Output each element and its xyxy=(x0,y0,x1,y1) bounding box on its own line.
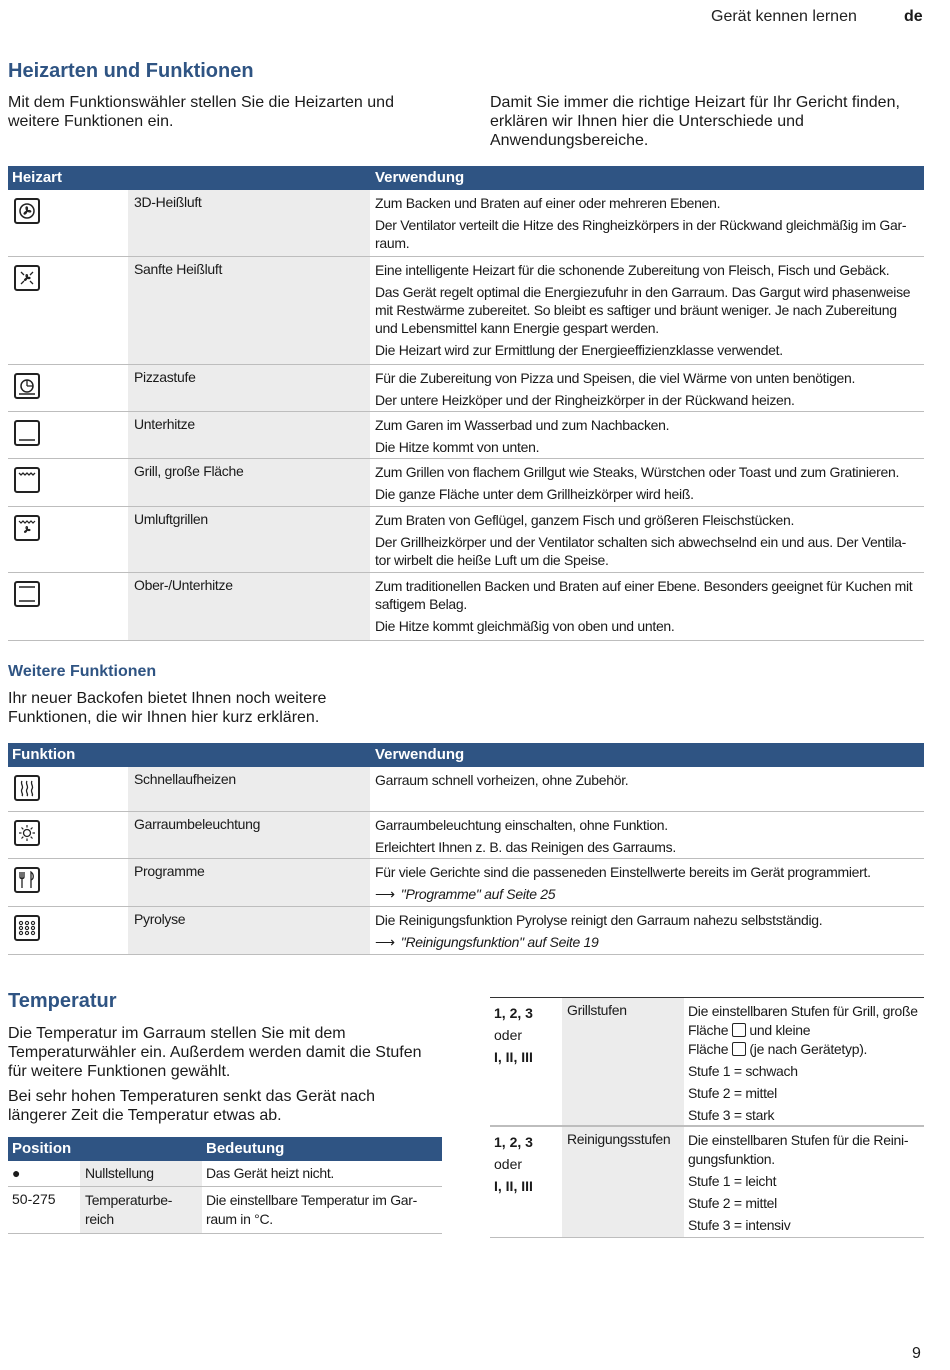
grill-large-icon xyxy=(732,1023,746,1037)
oven-light-icon xyxy=(14,820,40,846)
weitere-intro: Ihr neuer Backofen bietet Ihnen noch weitere Funktionen, die wir Ihnen hier kurz erklären. xyxy=(8,690,327,726)
rapid-heat-icon xyxy=(14,775,40,801)
table-row xyxy=(8,1161,442,1187)
col-position: Position xyxy=(12,1140,72,1157)
table-row xyxy=(490,1126,924,1238)
stufen-description: Die einstellbaren Stufen für die Reini-gungsfunktion. Stufe 1 = leicht Stufe 2 = mittel Stufe 3 = intensiv xyxy=(688,1132,909,1233)
temperatur-paragraph-1: Die Temperatur im Garraum stellen Sie mit dem Temperaturwähler ein. Außerdem werden damit die Stufen für weitere Funktionen gewählt. xyxy=(8,1025,422,1080)
heizart-usage: Zum Backen und Braten auf einer oder mehreren Ebenen. Der Ventilator verteilt die Hitze des Ringheizkörpers in der Rückwand gleichmäßig im Gar-raum. xyxy=(375,195,907,251)
stufen-position: 1, 2, 3 oder I, II, III xyxy=(494,1005,533,1065)
section-title-heizarten: Heizarten und Funktionen xyxy=(8,60,254,82)
funktion-name: Programme xyxy=(134,863,205,879)
funktion-name: Schnellaufheizen xyxy=(134,771,236,787)
gentle-hot-air-icon xyxy=(14,265,40,291)
funktion-name: Garraumbeleuchtung xyxy=(134,816,261,832)
heizart-usage: Zum Grillen von flachem Grillgut wie Steaks, Würstchen oder Toast und zum Gratinieren. Die ganze Fläche unter dem Grillheizkörper wird heiß. xyxy=(375,464,900,502)
position-value: ● xyxy=(12,1165,21,1181)
table-row xyxy=(8,812,924,859)
position-name: Nullstellung xyxy=(85,1165,154,1181)
funktion-usage: Die Reinigungsfunktion Pyrolyse reinigt den Garraum nahezu selbstständig. ⟶ "Reinigungsfunktion" auf Seite 19 xyxy=(375,911,920,955)
heizart-usage: Zum Garen im Wasserbad und zum Nachbacken. Die Hitze kommt von unten. xyxy=(375,417,670,455)
position-meaning: Das Gerät heizt nicht. xyxy=(206,1165,335,1181)
heizart-name: Unterhitze xyxy=(134,416,195,432)
table-row xyxy=(8,907,924,955)
heizart-usage: Für die Zubereitung von Pizza und Speisen, die viel Wärme von unten benötigen. Der untere Heizköper und der Ringheizkörper in der Rückwand heizen. xyxy=(375,370,856,408)
grill-large-icon xyxy=(14,467,40,493)
table-row xyxy=(8,257,924,365)
grill-small-icon xyxy=(732,1042,746,1056)
table-row xyxy=(8,859,924,907)
table-row xyxy=(8,365,924,412)
stufen-description: Die einstellbaren Stufen für Grill, große Fläche und kleine Fläche (je nach Gerätetyp). Stufe 1 = schwach Stufe 2 = mittel Stufe 3 = stark xyxy=(688,1003,918,1123)
heizart-name: Sanfte Heißluft xyxy=(134,261,223,277)
heizarten-intro-right: Damit Sie immer die richtige Heizart für Ihr Gericht finden, erklären wir Ihnen hier die Unterschiede und Anwendungsbereiche. xyxy=(490,94,900,149)
heizarten-table-header xyxy=(8,166,924,190)
col-funktion: Funktion xyxy=(12,746,76,763)
col-bedeutung: Bedeutung xyxy=(206,1140,285,1157)
bottom-heat-icon xyxy=(14,420,40,446)
stufen-name: Grillstufen xyxy=(567,1002,627,1018)
page-number: 9 xyxy=(912,1345,921,1362)
heizart-usage: Eine intelligente Heizart für die schonende Zubereitung von Fleisch, Fisch und Gebäck. Das Gerät regelt optimal die Energiezufuhr in den Garraum. Das Gargut wird phasenweise mit Restwärme zubereitet. So bleibt es saftiger und bräunt weniger. Je nach Zubereitung und Lebensmittel kann Energie gespart werden. Die Heizart wird zur Ermittlung der Energieeffizienzklasse verwendet. xyxy=(375,262,911,358)
funktion-usage: Für viele Gerichte sind die passeneden Einstellwerte bereits im Gerät programmiert. ⟶ "Programme" auf Seite 25 xyxy=(375,863,920,907)
table-row xyxy=(8,507,924,573)
language-tag: de xyxy=(904,8,923,25)
temperatur-paragraph-2: Bei sehr hohen Temperaturen senkt das Gerät nach längerer Zeit die Temperatur etwas ab. xyxy=(8,1088,376,1124)
heizart-usage: Zum Braten von Geflügel, ganzem Fisch und größeren Fleischstücken. Der Grillheizkörper und der Ventilator schalten sich abwechselnd ein und aus. Der Ventila-tor wirbelt die heiße Luft um die Speise. xyxy=(375,512,906,568)
table-row xyxy=(8,1187,442,1234)
heizart-name: Pizzastufe xyxy=(134,369,196,385)
weitere-table-header xyxy=(8,743,924,767)
funktion-name: Pyrolyse xyxy=(134,911,186,927)
temperatur-table-header xyxy=(8,1137,442,1161)
section-title-temperatur: Temperatur xyxy=(8,990,117,1012)
cross-reference-link[interactable]: ⟶ "Programme" auf Seite 25 xyxy=(375,886,556,902)
3d-hot-air-icon xyxy=(14,198,40,224)
table-row xyxy=(8,190,924,257)
col-verwendung: Verwendung xyxy=(375,169,465,186)
table-row xyxy=(490,997,924,1126)
position-meaning: Die einstellbare Temperatur im Gar-raum in °C. xyxy=(206,1192,417,1227)
heizart-name: 3D-Heißluft xyxy=(134,194,202,210)
table-row xyxy=(8,573,924,641)
arrow-right-icon: ⟶ xyxy=(375,934,395,950)
cross-reference-link[interactable]: ⟶ "Reinigungsfunktion" auf Seite 19 xyxy=(375,934,599,950)
circotherm-grill-icon xyxy=(14,515,40,541)
stufen-position: 1, 2, 3 oder I, II, III xyxy=(494,1134,533,1194)
table-row xyxy=(8,412,924,459)
position-value: 50-275 xyxy=(12,1191,56,1207)
running-header-section: Gerät kennen lernen xyxy=(711,8,857,25)
section-title-weitere: Weitere Funktionen xyxy=(8,663,157,680)
pyrolysis-icon xyxy=(14,915,40,941)
table-row xyxy=(8,459,924,507)
heizart-usage: Zum traditionellen Backen und Braten auf einer Ebene. Besonders geeignet für Kuchen mit saftigem Belag. Die Hitze kommt gleichmäßig von oben und unten. xyxy=(375,578,913,634)
table-row xyxy=(8,767,924,812)
heizart-name: Umluftgrillen xyxy=(134,511,208,527)
top-bottom-heat-icon xyxy=(14,581,40,607)
position-name: Temperaturbe-reich xyxy=(85,1192,173,1227)
col-heizart: Heizart xyxy=(12,169,63,186)
funktion-usage: Garraumbeleuchtung einschalten, ohne Funktion. Erleichtert Ihnen z. B. das Reinigen des Garraums. xyxy=(375,817,676,855)
col-verwendung: Verwendung xyxy=(375,746,465,763)
heizart-name: Ober-/Unterhitze xyxy=(134,577,233,593)
heizart-name: Grill, große Fläche xyxy=(134,463,244,479)
heizarten-intro-left: Mit dem Funktionswähler stellen Sie die Heizarten und weitere Funktionen ein. xyxy=(8,94,394,130)
programs-icon xyxy=(14,867,40,893)
stufen-name: Reinigungsstufen xyxy=(567,1131,671,1147)
funktion-usage: Garraum schnell vorheizen, ohne Zubehör. xyxy=(375,772,629,788)
pizza-setting-icon xyxy=(14,373,40,399)
arrow-right-icon: ⟶ xyxy=(375,886,395,902)
